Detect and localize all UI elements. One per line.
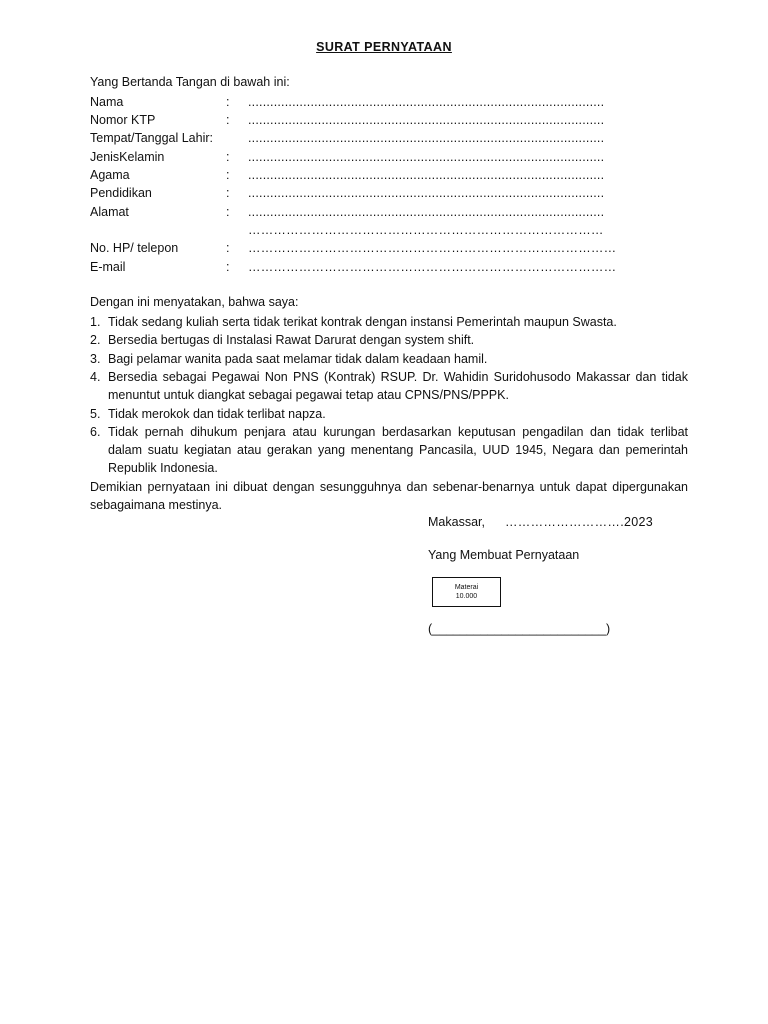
- field-colon: :: [226, 168, 230, 182]
- signature-maker-label: Yang Membuat Pernyataan: [428, 548, 580, 562]
- stamp-label: Materai: [454, 584, 479, 591]
- statement-number: 3.: [90, 352, 101, 366]
- field-fill-alamat-continuation: …………………………………………………………………………: [248, 223, 604, 237]
- statement-text: Bagi pelamar wanita pada saat melamar tidak dalam keadaan hamil.: [108, 352, 488, 366]
- statement-item: [90, 313, 688, 331]
- field-label-no-hp: No. HP/ telepon: [90, 241, 179, 255]
- stamp-value: 10.000: [455, 593, 478, 600]
- field-label-jenis-kelamin: JenisKelamin: [90, 150, 165, 164]
- field-label-pendidikan: Pendidikan: [90, 186, 152, 200]
- statement-number: 1.: [90, 315, 101, 329]
- field-label-email: E-mail: [90, 260, 126, 274]
- statement-text: Tidak pernah dihukum penjara atau kurungan berdasarkan keputusan pengadilan dan tidak terlibat dalam suatu kegiatan atau gerakan yang menentang Pancasila, UUD 1945, Negara dan pemerintah Republik Indonesia.: [108, 425, 688, 476]
- field-label-tempat-tanggal-lahir: Tempat/Tanggal Lahir:: [90, 131, 213, 145]
- field-colon: :: [226, 113, 230, 127]
- field-fill-no-hp: ……………………………………………………………………………: [248, 241, 617, 255]
- materai-stamp-box: [432, 577, 501, 607]
- signature-name-line: (_________________________): [428, 622, 611, 636]
- statement-number: 2.: [90, 333, 101, 347]
- field-fill-agama: .................................................................................................: [248, 168, 605, 182]
- field-label-nomor-ktp: Nomor KTP: [90, 113, 156, 127]
- field-fill-pendidikan: .................................................................................................: [248, 186, 605, 200]
- field-fill-email: ……………………………………………………………………………: [248, 260, 617, 274]
- field-fill-jenis-kelamin: .................................................................................................: [248, 150, 605, 164]
- statement-item: [90, 331, 688, 349]
- statement-number: 5.: [90, 407, 101, 421]
- closing-paragraph: Demikian pernyataan ini dibuat dengan sesungguhnya dan sebenar-benarnya untuk dapat dipergunakan sebagaimana mestinya.: [90, 480, 688, 513]
- field-colon: :: [226, 150, 230, 164]
- statement-intro: Dengan ini menyatakan, bahwa saya:: [90, 295, 299, 309]
- field-label-alamat: Alamat: [90, 205, 129, 219]
- field-fill-alamat: .................................................................................................: [248, 205, 605, 219]
- statement-number: 4.: [90, 370, 101, 384]
- field-colon: :: [226, 95, 230, 109]
- statement-item: [90, 423, 688, 478]
- field-label-nama: Nama: [90, 95, 124, 109]
- statement-text: Bersedia bertugas di Instalasi Rawat Darurat dengan system shift.: [108, 333, 475, 347]
- field-label-agama: Agama: [90, 168, 130, 182]
- signature-city: Makassar,: [428, 515, 485, 529]
- field-colon: :: [226, 186, 230, 200]
- field-colon: :: [226, 260, 230, 274]
- statement-item: [90, 350, 688, 368]
- intro-text: Yang Bertanda Tangan di bawah ini:: [90, 75, 290, 89]
- statement-text: Tidak sedang kuliah serta tidak terikat kontrak dengan instansi Pemerintah maupun Swasta.: [108, 315, 617, 329]
- statement-text: Bersedia sebagai Pegawai Non PNS (Kontrak) RSUP. Dr. Wahidin Suridohusodo Makassar dan tidak menuntut untuk diangkat sebagai pegawai tetap atau CPNS/PNS/PPPK.: [108, 370, 688, 403]
- signature-date: ……………………….2023: [505, 515, 653, 529]
- statement-item: [90, 405, 688, 423]
- field-fill-nama: .................................................................................................: [248, 95, 605, 109]
- statement-number: 6.: [90, 425, 101, 439]
- field-fill-tempat-tanggal-lahir: .................................................................................................: [248, 131, 605, 145]
- field-colon: :: [226, 205, 230, 219]
- statement-text: Tidak merokok dan tidak terlibat napza.: [108, 407, 326, 421]
- field-fill-nomor-ktp: .................................................................................................: [248, 113, 605, 127]
- document-title: SURAT PERNYATAAN: [316, 40, 452, 54]
- field-colon: :: [226, 241, 230, 255]
- statement-item: [90, 368, 688, 404]
